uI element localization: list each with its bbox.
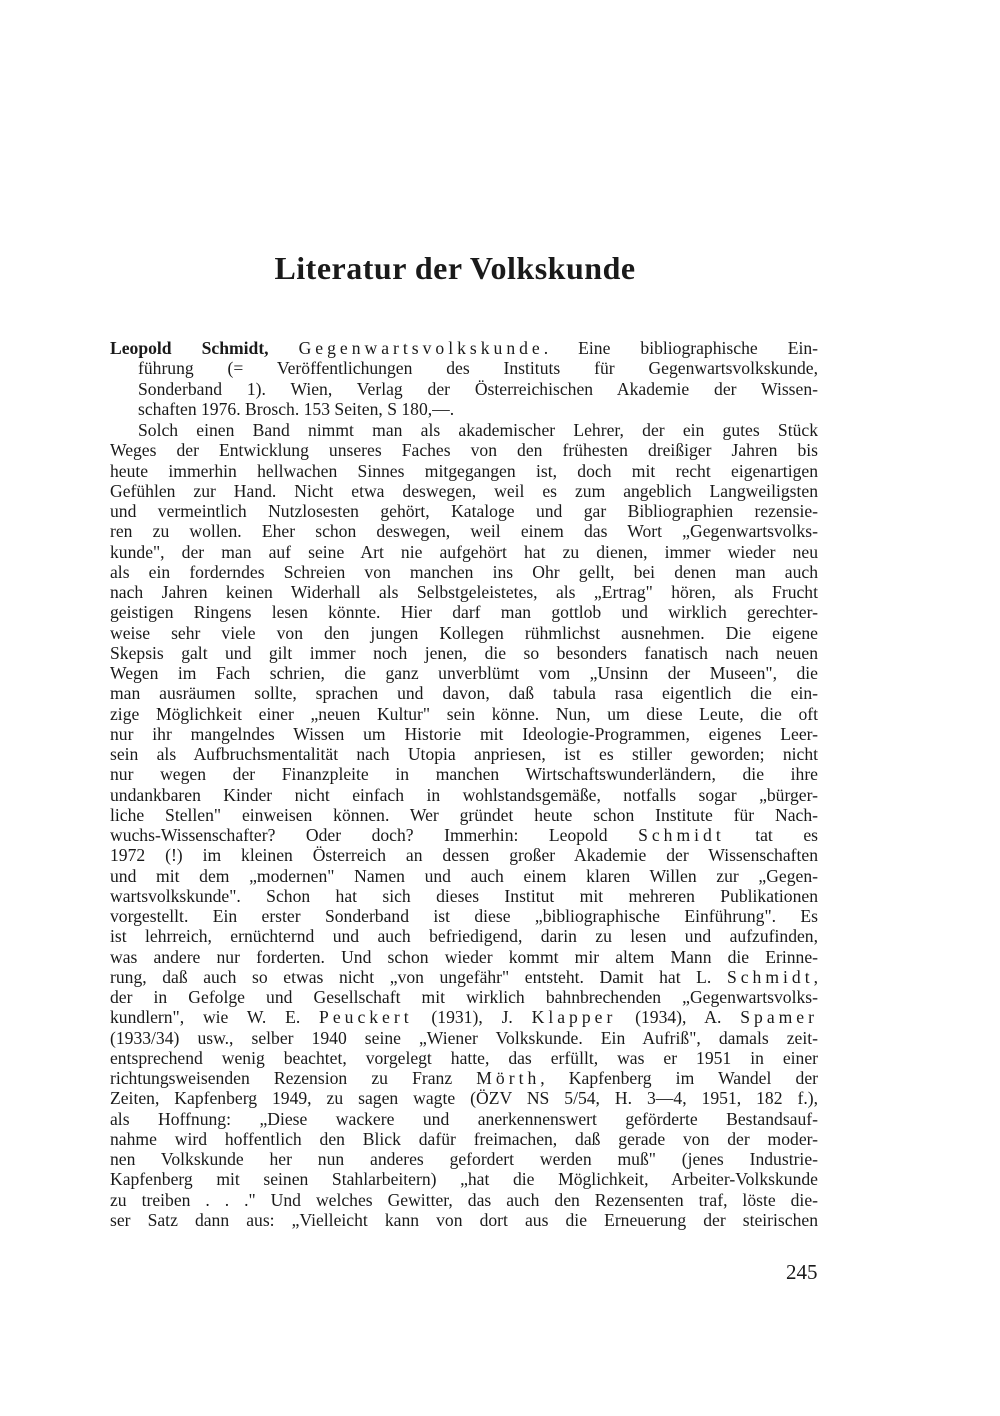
- text-line: [110, 358, 818, 378]
- text-run: (1931), J.: [412, 1007, 532, 1028]
- spaced-name: Schmidt: [726, 966, 814, 987]
- text-run: 1972 (!) im kleinen Österreich an dessen großer Akademie der Wissenschaften: [110, 845, 818, 866]
- text-run: schaften 1976. Brosch. 153 Seiten, S 180,—.: [138, 398, 455, 419]
- text-line: [110, 582, 818, 602]
- text-run: und vermeintlich Nutzlosesten gehört, Kataloge und gar Bibliographien rezensie-: [110, 501, 818, 521]
- text-run: [269, 338, 299, 358]
- text-run: man ausräumen sollte, sprachen und davon, daß tabula rasa eigentlich die ein-: [110, 683, 818, 704]
- text-line: [110, 440, 818, 460]
- text-run: Gefühlen zur Hand. Nicht etwa deswegen, weil es zum angeblich Langweiligsten: [110, 480, 818, 501]
- text-line: [110, 1028, 818, 1048]
- text-line: [110, 379, 818, 399]
- text-line: [110, 1210, 818, 1230]
- spaced-name: Spamer: [740, 1007, 818, 1028]
- text-run: der in Gefolge und Gesellschaft mit wirklich bahnbrechenden „Gegenwartsvolks-: [110, 987, 818, 1007]
- text-run: Zeiten, Kapfenberg 1949, zu sagen wagte (ÖZV NS 5/54, H. 3—4, 1951, 182 f.),: [110, 1088, 818, 1109]
- text-run: kundlern", wie W. E.: [110, 1007, 320, 1028]
- review-paragraph: [110, 420, 818, 1230]
- bibliographic-reference: [110, 338, 818, 419]
- text-run: nahme wird hoffentlich den Blick dafür freimachen, daß gerade von der moder-: [110, 1128, 818, 1149]
- text-line: [110, 845, 818, 865]
- text-run: was andere nur forderten. Und schon wieder kommt mir altem Mann die Erinne-: [110, 946, 818, 967]
- spaced-name: Gegenwartsvolkskunde: [298, 338, 544, 358]
- text-line: [110, 987, 818, 1007]
- text-line: [110, 866, 818, 886]
- text-run: nur wegen der Finanzpleite in manchen Wirtschaftswunderländern, die ihre: [110, 764, 818, 785]
- text-run: liche Stellen" einweisen können. Wer gründet heute schon Institute für Nach-: [110, 804, 818, 825]
- text-run: geistigen Ringens lesen könnte. Hier darf man gottlob und wirklich gerechter-: [110, 602, 818, 623]
- text-line: [110, 805, 818, 825]
- text-line: [110, 683, 818, 703]
- text-run: zige Möglichkeit einer „neuen Kultur" sein könne. Nun, um diese Leute, die oft: [110, 703, 818, 724]
- text-line: [110, 1190, 818, 1210]
- text-line: [110, 1068, 818, 1088]
- text-run: wartsvolkskunde". Schon hat sich dieses Institut mit mehreren Publikationen: [110, 885, 818, 906]
- text-run: nach Jahren keinen Widerhall als Selbstgeleistetes, als „Ertrag" hören, als Frucht: [110, 582, 818, 602]
- text-line: [110, 886, 818, 906]
- text-run: kunde", der man auf seine Art nie aufgehört hat zu dienen, immer wieder neu: [110, 541, 818, 562]
- text-line: [110, 1129, 818, 1149]
- text-run: rung, daß auch so etwas nicht „von ungefähr" entsteht. Damit hat L.: [110, 966, 727, 987]
- text-run: nen Volkskunde her nun anderes gefordert werden muß" (jenes Industrie-: [110, 1149, 818, 1169]
- text-run: ,: [813, 966, 818, 987]
- text-run: tat es: [724, 825, 818, 845]
- spaced-name: Klapper: [531, 1007, 617, 1028]
- text-line: [110, 724, 818, 744]
- text-run: heute immerhin hellwachen Sinnes mitgegangen ist, doch mit recht eigenartigen: [110, 460, 818, 481]
- text-run: . Eine bibliographische Ein-: [543, 338, 818, 358]
- spaced-name: Peuckert: [319, 1007, 413, 1028]
- text-run: zu treiben . . ." Und welches Gewitter, das auch den Rezensenten traf, löste die-: [110, 1189, 818, 1210]
- page-title: Literatur der Volkskunde: [274, 250, 636, 286]
- text-line: [110, 481, 818, 501]
- text-run: wuchs-Wissenschafter? Oder doch? Immerhin: Leopold: [110, 825, 639, 845]
- text-line: [110, 643, 818, 663]
- text-line: [110, 602, 818, 622]
- text-run: Skepsis galt und gilt immer noch jenen, die so besonders fanatisch nach neuen: [110, 642, 818, 663]
- text-line: [110, 501, 818, 521]
- text-run: Kapfenberg mit seinen Stahlarbeitern) „hat die Möglichkeit, Arbeiter-Volkskunde: [110, 1169, 818, 1190]
- text-run: sein als Aufbruchsmentalität nach Utopia anpriesen, ist es stiller geworden; nicht: [110, 744, 818, 764]
- text-run: und mit dem „modernen" Namen und auch einem klaren Willen zur „Gegen-: [110, 865, 818, 886]
- text-run: Wegen im Fach schrien, die ganz unverblümt vom „Unsinn der Museen", die: [110, 663, 818, 683]
- text-line: [110, 521, 818, 541]
- text-line: [110, 420, 818, 440]
- spaced-name: Schmidt: [638, 825, 725, 845]
- text-line: [110, 926, 818, 946]
- text-line: [110, 542, 818, 562]
- text-run: undankbaren Kinder nicht einfach in wohlstandsgemäße, notfalls sogar „bürger-: [110, 784, 818, 805]
- spaced-name: Mörth: [476, 1068, 541, 1088]
- text-run: weise sehr viele von den jungen Kollegen rühmlichst ausnehmen. Die eigene: [110, 622, 818, 643]
- text-line: [110, 785, 818, 805]
- text-line: [110, 967, 818, 987]
- text-line: [110, 399, 818, 419]
- text-run: führung (= Veröffentlichungen des Instituts für Gegenwartsvolkskunde,: [138, 358, 818, 379]
- text-run: , Kapfenberg im Wandel der: [540, 1068, 818, 1088]
- text-line: [110, 1169, 818, 1189]
- text-run: nur ihr mangelndes Wissen um Historie mit Ideologie-Programmen, eigenes Leer-: [110, 723, 818, 744]
- text-run: ren zu wollen. Eher schon deswegen, weil einem das Wort „Gegenwartsvolks-: [110, 521, 818, 542]
- text-run: vorgestellt. Ein erster Sonderband ist diese „bibliographische Einführung". Es: [110, 906, 818, 926]
- text-line: [110, 764, 818, 784]
- text-line: [110, 461, 818, 481]
- text-line: [110, 1109, 818, 1129]
- text-run: als ein forderndes Schreien von manchen ins Ohr gellt, bei denen man auch: [110, 561, 818, 582]
- text-line: [110, 744, 818, 764]
- text-line: [110, 1007, 818, 1027]
- text-line: [110, 1088, 818, 1108]
- text-run: entsprechend wenig beachtet, vorgelegt hatte, das erfüllt, was er 1951 in einer: [110, 1047, 818, 1068]
- text-run: (1934), A.: [616, 1007, 741, 1028]
- page-number: 245: [786, 1260, 818, 1284]
- text-run: richtungsweisenden Rezension zu Franz: [110, 1068, 477, 1088]
- text-run: als Hoffnung: „Diese wackere und anerkennenswert geförderte Bestandsauf-: [110, 1108, 818, 1129]
- text-line: [110, 562, 818, 582]
- text-line: [110, 1149, 818, 1169]
- author-name: Leopold Schmidt,: [110, 338, 269, 358]
- text-line: [110, 338, 818, 358]
- text-line: [110, 947, 818, 967]
- text-run: Sonderband 1). Wien, Verlag der Österreichischen Akademie der Wissen-: [138, 378, 818, 399]
- text-run: Weges der Entwicklung unseres Faches von den frühesten dreißiger Jahren bis: [110, 440, 818, 461]
- text-line: [110, 825, 818, 845]
- text-line: [110, 1048, 818, 1068]
- text-line: [110, 704, 818, 724]
- text-run: (1933/34) usw., selber 1940 seine „Wiener Volkskunde. Ein Aufriß", damals zeit-: [110, 1027, 818, 1048]
- text-run: Solch einen Band nimmt man als akademischer Lehrer, der ein gutes Stück: [138, 420, 818, 440]
- text-line: [110, 623, 818, 643]
- text-line: [110, 663, 818, 683]
- text-run: ser Satz dann aus: „Vielleicht kann von dort aus die Erneuerung der steirischen: [110, 1209, 818, 1230]
- text-line: [110, 906, 818, 926]
- text-run: ist lehrreich, ernüchternd und auch befriedigend, darin zu lesen und aufzufinden,: [110, 926, 818, 947]
